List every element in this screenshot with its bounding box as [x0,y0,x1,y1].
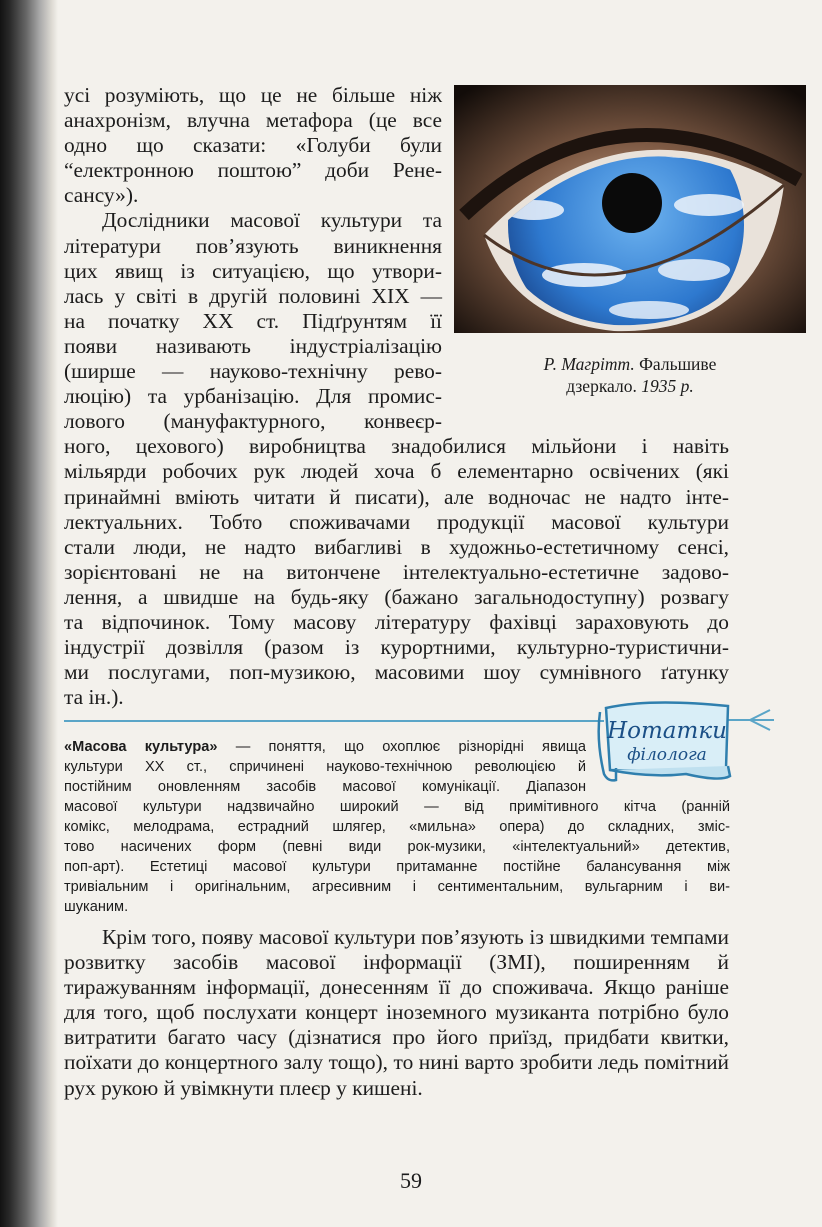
text-line: лектуальних. Тобто споживачами продукції масової культури [64,509,729,534]
note-line: тово насичених форм (певні види рок-музики, «інтелектуальний» детектив, [64,839,730,855]
book-spine-shadow [0,0,58,1227]
text-line: лення, а швидше на будь-яку (бажано загальнодоступну) розвагу [64,584,729,609]
text-line: одно що сказати: «Голуби були [64,133,442,158]
figure-caption [458,353,802,397]
text-line: та ін.). [64,685,124,710]
note-line: культури XX ст., спричинені науково-технічною революцією й [64,759,586,775]
text-line: (ширше — науково-технічну рево- [64,359,442,384]
note-divider-line [64,720,604,722]
caption-author: Р. Магрітт. [543,354,635,374]
text-line: та відпочинок. Тому масову літературу фахівці зараховують до [64,609,729,634]
text-line: усі розуміють, що це не більше ніж [64,83,442,107]
page-number: 59 [400,1168,422,1193]
badge-title: Нотатки [607,718,727,744]
caption-title-cont: дзеркало. [566,376,637,396]
text-line: мільярди робочих рук людей хоча б елементарно освічених (які [64,459,729,484]
note-line: тривіальним і оригінальним, агресивним і сентиментальним, вульгарним і ви- [64,879,730,895]
badge-subtitle: філолога [627,745,707,765]
note-line: постійним оновленням засобів масової комунікації. Діапазон [64,779,586,795]
painting-false-mirror [454,85,806,333]
text-line: принаймні вміють читати й писати), але водночас не надто інте- [64,484,729,509]
text-line: сансу»). [64,183,139,208]
note-line: «Масова культура» — поняття, що охоплює різнорідні явища [64,739,586,755]
text-line: лась у світі в другій половині XIX — [64,283,442,308]
text-line: зорієнтовані не на витончене інтелектуально-естетичне задово- [64,559,729,584]
note-line: масової культури надзвичайно широкий — від примітивного кітча (ранній [64,799,730,815]
text-line: цих явищ із ситуацією, що утвори- [64,258,442,283]
definition-term: «Масова культура» [64,739,218,755]
text-line: ми послугами, поп-музикою, масовими шоу сумнівного ґатунку [64,660,729,685]
main-paragraph-3: Крім того, появу масової культури пов’язують із швидкими темпами розвитку засобів масової інформації (ЗМІ), поширенням й тиражуванням інформації, донесенням її до споживача. Якщо раніше для того, щоб послухати концерт іноземного музиканта потрібно було витратити багато часу (дізнатися про його приїзд, придбати квитки, поїхати до концертного залу тощо), то нині варто зробити ледь помітний рух рукою й увімкнути плеєр у кишені. [64,925,729,1100]
text-line: на початку XX ст. Підґрунтям її [64,308,442,333]
text-line: літератури пов’язують виникнення [64,233,442,258]
text-line: люцію) та урбанізацію. Для промис- [64,384,442,409]
definition-note [64,737,730,917]
text-line: появи називають індустріалізацію [64,333,442,358]
note-line: комікс, мелодрама, естрадний шлягер, «мильна» опера) до складних, зміс- [64,819,730,835]
note-line: поп-арт). Естетиці масової культури притаманне постійне балансування між [64,859,730,875]
caption-title: Фальшиве [639,354,717,374]
text-line: індустрії дозвілля (разом із курортними, культурно-туристични- [64,635,729,660]
text-line: лового (мануфактурного, конвеєр- [64,409,442,434]
note-line: шуканим. [64,899,129,915]
text-line: Дослідники масової культури та [102,208,442,233]
text-line: анахронізм, влучна метафора (це все [64,108,442,133]
text-line: стали люди, не надто вибагливі в художньо-естетичному сенсі, [64,534,729,559]
text-line: ного, цехового) виробництва знадобилися мільйони і навіть [64,434,729,459]
text-line: “електронною поштою” доби Ренe- [64,158,442,183]
caption-year: 1935 р. [641,376,694,396]
